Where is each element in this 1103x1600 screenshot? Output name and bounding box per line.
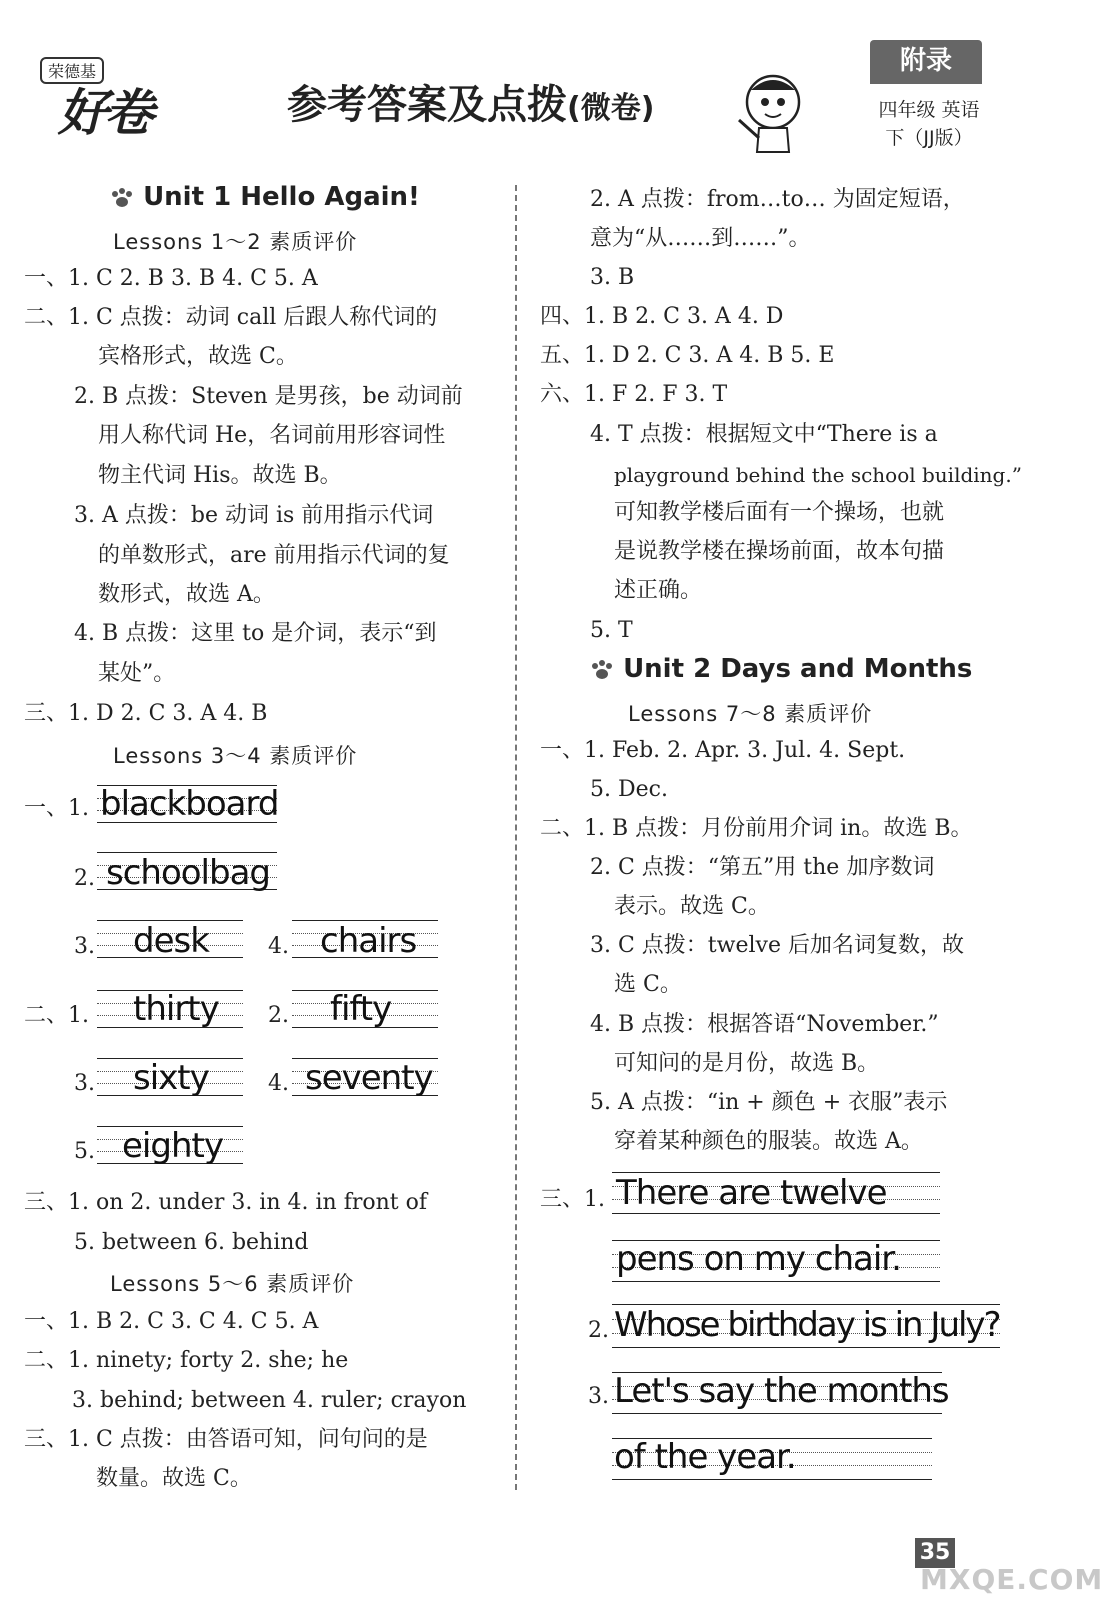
- item-label: 3.: [74, 1071, 95, 1096]
- unit1-title: Unit 1 Hello Again!: [143, 182, 420, 212]
- answer-line: 2. A 点拨：from…to… 为固定短语，: [590, 187, 965, 212]
- answer-line: 数形式，故选 A。: [98, 582, 275, 607]
- answer-line: 4. T 点拨：根据短文中“There is a: [590, 422, 938, 447]
- answer-line: 一、1. Feb. 2. Apr. 3. Jul. 4. Sept.: [540, 738, 906, 763]
- item-label: 一、1.: [24, 796, 89, 821]
- handwriting: schoolbag: [106, 853, 271, 893]
- handwriting: of the year.: [614, 1437, 796, 1477]
- answer-line: 三、1. on 2. under 3. in 4. in front of: [24, 1190, 427, 1215]
- lesson-heading: Lessons 1～2 素质评价: [113, 230, 358, 254]
- column-divider: [515, 185, 517, 1490]
- handwriting: fifty: [330, 989, 392, 1029]
- answer-line: 四、1. B 2. C 3. A 4. D: [540, 304, 784, 329]
- handwriting: eighty: [122, 1126, 223, 1166]
- answer-line: 某处”。: [98, 661, 176, 686]
- item-label: 2.: [268, 1003, 289, 1028]
- item-label: 2.: [588, 1318, 609, 1343]
- paw-icon: [590, 660, 614, 680]
- handwriting: chairs: [320, 921, 417, 961]
- brand-big: 好卷: [58, 84, 150, 142]
- handwriting: blackboard: [100, 784, 279, 824]
- appendix-tab-label: 附录: [899, 46, 952, 76]
- answer-line: 三、1. D 2. C 3. A 4. B: [24, 701, 268, 726]
- handwriting: Let's say the months: [614, 1371, 949, 1411]
- brand-small: 荣德基: [40, 57, 104, 84]
- answer-line: 3. B: [590, 265, 635, 290]
- answer-line: 的单数形式，are 前用指示代词的复: [98, 543, 450, 568]
- paw-icon: [110, 188, 134, 208]
- answer-line: 5. between 6. behind: [74, 1230, 309, 1255]
- page-number: 35: [915, 1538, 955, 1568]
- answer-line: 5. A 点拨：“in + 颜色 + 衣服”表示: [590, 1090, 948, 1115]
- answer-line: 宾格形式，故选 C。: [98, 344, 298, 369]
- item-label: 3.: [588, 1384, 609, 1409]
- answer-line: 2. B 点拨：Steven 是男孩，be 动词前: [74, 384, 463, 409]
- answer-line: 用人称代词 He，名词前用形容词性: [98, 423, 446, 448]
- item-label: 5.: [74, 1139, 95, 1164]
- answer-line: 六、1. F 2. F 3. T: [540, 382, 728, 407]
- lesson-heading: Lessons 7～8 素质评价: [628, 702, 873, 726]
- answer-line: playground behind the school building.”: [614, 463, 1022, 487]
- answer-line: 述正确。: [614, 578, 703, 603]
- handwriting: sixty: [133, 1058, 209, 1098]
- mascot-icon: [735, 68, 805, 158]
- lesson-heading: Lessons 5～6 素质评价: [110, 1272, 355, 1296]
- brand-logo: [30, 55, 180, 155]
- handwriting: desk: [133, 921, 209, 961]
- answer-line: 3. behind; between 4. ruler; crayon: [72, 1388, 467, 1413]
- item-label: 2.: [74, 866, 95, 891]
- grade-label: 四年级 英语: [878, 99, 980, 121]
- unit1-heading: [110, 184, 420, 210]
- answer-line: 五、1. D 2. C 3. A 4. B 5. E: [540, 343, 835, 368]
- answer-line: 4. B 点拨：根据答语“November.”: [590, 1012, 939, 1037]
- item-label: 3.: [74, 934, 95, 959]
- answer-line: 一、1. B 2. C 3. C 4. C 5. A: [24, 1309, 319, 1334]
- answer-line: 二、1. B 点拨：月份前用介词 in。故选 B。: [540, 816, 973, 841]
- watermark: MXQE.COM: [920, 1563, 1103, 1596]
- answer-line: 穿着某种颜色的服装。故选 A。: [614, 1129, 923, 1154]
- handwriting: Whose birthday is in July?: [614, 1305, 1000, 1345]
- answer-line: 5. T: [590, 618, 633, 643]
- answer-line: 意为“从……到……”。: [590, 226, 811, 251]
- answer-line: 选 C。: [614, 972, 682, 997]
- answer-line: 三、1. C 点拨：由答语可知，问句问的是: [24, 1427, 428, 1452]
- title-suffix: (微卷): [567, 91, 655, 126]
- page-title: [287, 82, 654, 132]
- item-label: 4.: [268, 934, 289, 959]
- unit2-title: Unit 2 Days and Months: [623, 654, 973, 684]
- handwriting: thirty: [133, 989, 219, 1029]
- edition-label: 下（JJ版）: [885, 127, 973, 149]
- lesson-heading: Lessons 3～4 素质评价: [113, 744, 358, 768]
- unit2-heading: [590, 656, 972, 682]
- answer-line: 3. A 点拨：be 动词 is 前用指示代词: [74, 503, 434, 528]
- handwriting: seventy: [305, 1058, 433, 1098]
- answer-line: 3. C 点拨：twelve 后加名词复数，故: [590, 933, 964, 958]
- item-label: 三、1.: [540, 1187, 605, 1212]
- answer-line: 5. Dec.: [590, 777, 668, 802]
- handwriting: There are twelve: [616, 1173, 887, 1213]
- title-main: 参考答案及点拨: [287, 82, 567, 128]
- handwriting: pens on my chair.: [616, 1239, 901, 1279]
- answer-line: 二、1. ninety; forty 2. she; he: [24, 1348, 349, 1373]
- answer-line: 可知问的是月份，故选 B。: [614, 1051, 880, 1076]
- item-label: 4.: [268, 1071, 289, 1096]
- answer-line: 物主代词 His。故选 B。: [98, 463, 342, 488]
- answer-line: 数量。故选 C。: [96, 1466, 252, 1491]
- answer-line: 是说教学楼在操场前面，故本句描: [614, 539, 945, 564]
- answer-line: 一、1. C 2. B 3. B 4. C 5. A: [24, 266, 318, 291]
- answer-line: 可知教学楼后面有一个操场，也就: [614, 500, 945, 525]
- answer-line: 2. C 点拨：“第五”用 the 加序数词: [590, 855, 935, 880]
- answer-line: 二、1. C 点拨：动词 call 后跟人称代词的: [24, 305, 438, 330]
- answer-line: 4. B 点拨：这里 to 是介词，表示“到: [74, 621, 437, 646]
- answer-line: 表示。故选 C。: [614, 894, 770, 919]
- item-label: 二、1.: [24, 1003, 89, 1028]
